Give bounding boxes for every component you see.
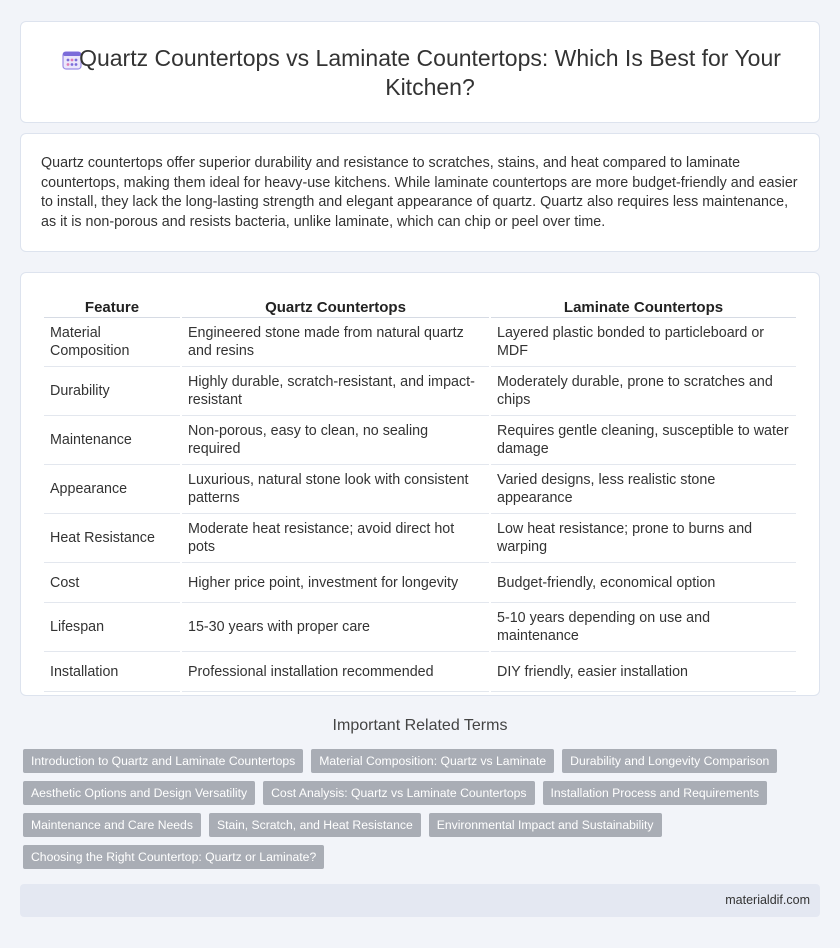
page-title: Quartz Countertops vs Laminate Countertops: Which Is Best for Your Kitchen? bbox=[79, 45, 781, 100]
quartz-cell: Non-porous, easy to clean, no sealing required bbox=[182, 416, 489, 465]
header-laminate: Laminate Countertops bbox=[491, 295, 796, 318]
quartz-cell: Moderate heat resistance; avoid direct hot pots bbox=[182, 514, 489, 563]
header-quartz: Quartz Countertops bbox=[182, 295, 489, 318]
footer-bar bbox=[20, 884, 820, 917]
quartz-cell: Higher price point, investment for longevity bbox=[182, 563, 489, 603]
title-card bbox=[20, 21, 820, 123]
table-header-row bbox=[44, 295, 796, 318]
quartz-cell: Professional installation recommended bbox=[182, 652, 489, 692]
related-term-tag[interactable]: Cost Analysis: Quartz vs Laminate Countertops bbox=[263, 781, 534, 805]
related-term-tag[interactable]: Introduction to Quartz and Laminate Countertops bbox=[23, 749, 303, 773]
laminate-cell: Requires gentle cleaning, susceptible to water damage bbox=[491, 416, 796, 465]
quartz-cell: 15-30 years with proper care bbox=[182, 603, 489, 652]
feature-cell: Cost bbox=[44, 563, 180, 603]
quartz-cell: Highly durable, scratch-resistant, and impact-resistant bbox=[182, 367, 489, 416]
table-row bbox=[44, 367, 796, 416]
related-term-tag[interactable]: Stain, Scratch, and Heat Resistance bbox=[209, 813, 421, 837]
laminate-cell: Low heat resistance; prone to burns and warping bbox=[491, 514, 796, 563]
table-row bbox=[44, 318, 796, 367]
feature-cell: Heat Resistance bbox=[44, 514, 180, 563]
related-term-tag[interactable]: Aesthetic Options and Design Versatility bbox=[23, 781, 255, 805]
related-terms-heading: Important Related Terms bbox=[332, 717, 508, 734]
feature-cell: Installation bbox=[44, 652, 180, 692]
footer-site-link[interactable]: materialdif.com bbox=[725, 893, 810, 907]
table-row bbox=[44, 416, 796, 465]
feature-cell: Durability bbox=[44, 367, 180, 416]
comparison-table bbox=[42, 295, 798, 692]
comparison-table-card bbox=[20, 272, 820, 696]
laminate-cell: Varied designs, less realistic stone appearance bbox=[491, 465, 796, 514]
related-terms-list bbox=[23, 749, 803, 877]
feature-cell: Maintenance bbox=[44, 416, 180, 465]
table-row bbox=[44, 563, 796, 603]
table-row bbox=[44, 514, 796, 563]
quartz-cell: Luxurious, natural stone look with consistent patterns bbox=[182, 465, 489, 514]
intro-card bbox=[20, 133, 820, 252]
feature-cell: Appearance bbox=[44, 465, 180, 514]
laminate-cell: DIY friendly, easier installation bbox=[491, 652, 796, 692]
related-term-tag[interactable]: Environmental Impact and Sustainability bbox=[429, 813, 662, 837]
feature-cell: Lifespan bbox=[44, 603, 180, 652]
laminate-cell: Budget-friendly, economical option bbox=[491, 563, 796, 603]
related-term-tag[interactable]: Durability and Longevity Comparison bbox=[562, 749, 777, 773]
related-term-tag[interactable]: Maintenance and Care Needs bbox=[23, 813, 201, 837]
laminate-cell: 5-10 years depending on use and maintenance bbox=[491, 603, 796, 652]
table-row bbox=[44, 652, 796, 692]
related-term-tag[interactable]: Installation Process and Requirements bbox=[543, 781, 768, 805]
header-feature: Feature bbox=[44, 295, 180, 318]
feature-cell: Material Composition bbox=[44, 318, 180, 367]
table-row bbox=[44, 603, 796, 652]
related-term-tag[interactable]: Material Composition: Quartz vs Laminate bbox=[311, 749, 554, 773]
laminate-cell: Layered plastic bonded to particleboard or MDF bbox=[491, 318, 796, 367]
laminate-cell: Moderately durable, prone to scratches and chips bbox=[491, 367, 796, 416]
quartz-cell: Engineered stone made from natural quartz and resins bbox=[182, 318, 489, 367]
intro-paragraph: Quartz countertops offer superior durability and resistance to scratches, stains, and heat compared to laminate countertops, making them ideal for heavy-use kitchens. While laminate countertops are more budget-friendly and easier to install, they lack the long-lasting strength and elegant appearance of quartz. Quartz also requires less maintenance, as it is non-porous and resists bacteria, unlike laminate, which can chip or peel over time. bbox=[41, 155, 798, 230]
related-term-tag[interactable]: Choosing the Right Countertop: Quartz or Laminate? bbox=[23, 845, 324, 869]
table-row bbox=[44, 465, 796, 514]
